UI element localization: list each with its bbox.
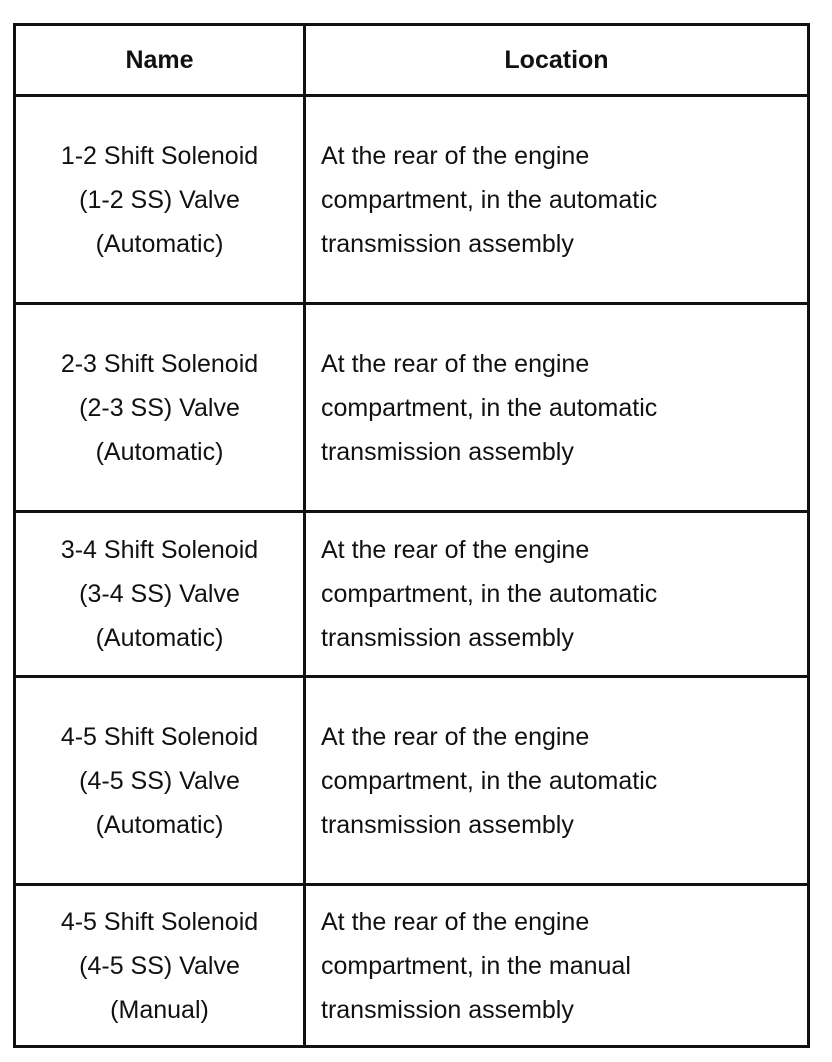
table-row: [16, 678, 807, 886]
name-line: (4-5 SS) Valve: [79, 766, 240, 795]
component-location-table: [13, 23, 810, 1048]
name-line: (2-3 SS) Valve: [79, 393, 240, 422]
name-line: (4-5 SS) Valve: [79, 951, 240, 980]
location-cell: [306, 305, 807, 510]
location-cell: [306, 678, 807, 883]
location-line: transmission assembly: [321, 995, 574, 1024]
name-line: (3-4 SS) Valve: [79, 580, 240, 608]
name-text: [16, 528, 303, 660]
location-line: At the rear of the engine: [321, 722, 590, 751]
name-line: 1-2 Shift Solenoid: [60, 141, 259, 170]
name-line: (Manual): [110, 995, 209, 1024]
location-line: compartment, in the automatic: [321, 580, 658, 608]
name-line: 3-4 Shift Solenoid: [60, 536, 259, 564]
name-line: 2-3 Shift Solenoid: [60, 349, 259, 378]
table-row: [16, 513, 807, 678]
table-row: [16, 886, 807, 1045]
location-line: At the rear of the engine: [321, 536, 590, 564]
header-name-label: Name: [125, 45, 194, 74]
name-line: (Automatic): [95, 624, 224, 652]
name-cell: [16, 678, 303, 883]
table-row: [16, 97, 807, 305]
table-header-row: [16, 26, 807, 97]
location-text: [306, 528, 657, 660]
location-line: compartment, in the automatic: [321, 766, 658, 795]
name-cell: [16, 513, 303, 675]
header-cell-location: [306, 26, 807, 94]
name-text: [16, 900, 303, 1032]
location-line: At the rear of the engine: [321, 141, 590, 170]
location-line: compartment, in the automatic: [321, 393, 658, 422]
location-cell: [306, 97, 807, 302]
name-line: (Automatic): [95, 810, 224, 839]
location-line: transmission assembly: [321, 624, 574, 652]
location-text: [306, 342, 657, 474]
location-text: [306, 715, 657, 847]
location-line: At the rear of the engine: [321, 907, 590, 936]
table-row: [16, 305, 807, 513]
location-line: compartment, in the automatic: [321, 185, 658, 214]
header-location-label: Location: [504, 45, 609, 74]
name-line: (1-2 SS) Valve: [79, 185, 240, 214]
location-line: At the rear of the engine: [321, 349, 590, 378]
name-line: (Automatic): [95, 229, 224, 258]
name-line: (Automatic): [95, 437, 224, 466]
location-line: transmission assembly: [321, 437, 574, 466]
location-line: transmission assembly: [321, 229, 574, 258]
header-cell-name: [16, 26, 303, 94]
name-text: [16, 134, 303, 266]
location-text: [306, 134, 657, 266]
name-text: [16, 715, 303, 847]
location-cell: [306, 513, 807, 675]
location-line: transmission assembly: [321, 810, 574, 839]
name-text: [16, 342, 303, 474]
name-cell: [16, 886, 303, 1045]
location-text: [306, 900, 631, 1032]
name-line: 4-5 Shift Solenoid: [60, 722, 259, 751]
name-cell: [16, 305, 303, 510]
location-line: compartment, in the manual: [321, 951, 631, 980]
name-cell: [16, 97, 303, 302]
name-line: 4-5 Shift Solenoid: [60, 907, 259, 936]
location-cell: [306, 886, 807, 1045]
